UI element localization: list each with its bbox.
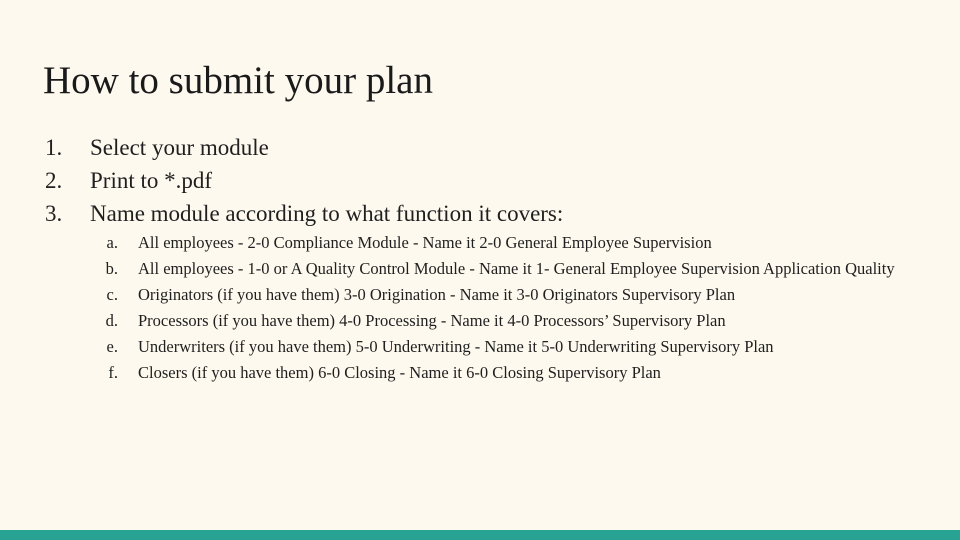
step-item (0, 131, 960, 164)
sub-item-letter: b. (105, 259, 118, 278)
sub-item-text: Closers (if you have them) 6-0 Closing - Name it 6-0 Closing Supervisory Plan (138, 363, 661, 382)
step-item (0, 164, 960, 197)
step-text: Print to *.pdf (90, 168, 213, 193)
sub-items-list (0, 230, 960, 386)
slide-title: How to submit your plan (43, 59, 433, 102)
sub-item-letter: c. (106, 285, 118, 304)
step-number: 3. (45, 201, 63, 226)
sub-item-letter: e. (106, 337, 118, 356)
sub-item-text: Processors (if you have them) 4-0 Processing - Name it 4-0 Processors’ Supervisory Plan (138, 311, 726, 330)
sub-item-text: Underwriters (if you have them) 5-0 Underwriting - Name it 5-0 Underwriting Supervisory Plan (138, 337, 774, 356)
sub-item (0, 282, 960, 308)
sub-item (0, 230, 960, 256)
sub-item-letter: f. (108, 363, 118, 382)
sub-item-letter: a. (106, 233, 118, 252)
step-number: 2. (45, 168, 63, 193)
step-text: Select your module (90, 135, 269, 160)
sub-item (0, 256, 960, 282)
sub-item-text: All employees - 2-0 Compliance Module - Name it 2-0 General Employee Supervision (138, 233, 712, 252)
footer-accent-bar (0, 530, 960, 540)
sub-item (0, 360, 960, 386)
sub-item-text: Originators (if you have them) 3-0 Origination - Name it 3-0 Originators Supervisory Plan (138, 285, 736, 304)
step-item (0, 197, 960, 230)
sub-item (0, 308, 960, 334)
sub-item-text: All employees - 1-0 or A Quality Control Module - Name it 1- General Employee Supervision Application Quality (138, 259, 895, 278)
step-text: Name module according to what function it covers: (90, 201, 564, 226)
sub-item-letter: d. (105, 311, 118, 330)
steps-list (0, 131, 960, 230)
step-number: 1. (45, 135, 63, 160)
sub-item (0, 334, 960, 360)
